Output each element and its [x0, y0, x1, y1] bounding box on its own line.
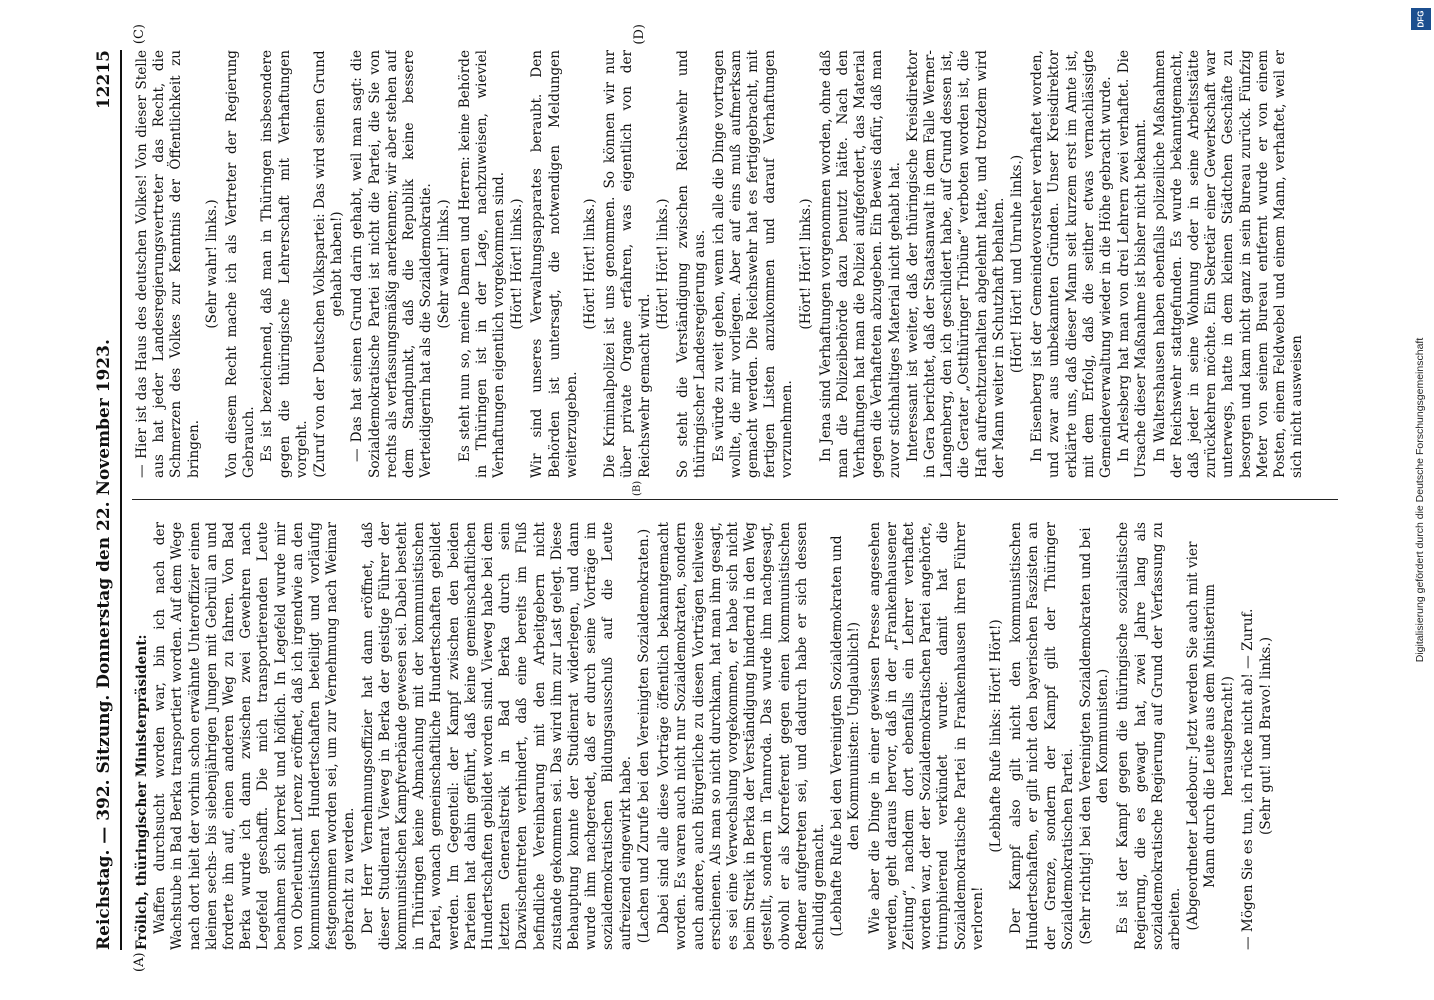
paragraph-text: (Hört! Hört! links.)	[654, 198, 671, 330]
paragraph	[656, 522, 828, 950]
paragraph	[818, 50, 904, 478]
paragraph	[349, 50, 435, 478]
paragraph-text: Es ist der Kampf gegen die thüringische sozialistische Regierung, die es gewagt hat, zwei Jahre lang als sozialdemokratische Regierung auf Grund der Verfassung zu arbeiten.	[1115, 522, 1183, 950]
paragraph	[675, 50, 709, 478]
paragraph-text: Waffen durchsucht worden war, bin ich nach der Wachstube in Bad Berka transportiert worden. Auf dem Wege nach dort hielt der vorhin schon erwähnte Unteroffizier einen kleinen sechs- bis siebenjährigen Jungen mit Gebrüll an und forderte ihn auf, einen anderen Weg zu fahren. Von Bad Berka wurde ich dann zwischen zwei Gewehren nach Legefeld geschafft. Die mich transportierenden Leute benahmen sich korrekt und höflich. In Legefeld wurde mir von Oberleutnant Lorenz eröffnet, daß ich irgendwie an den kommunistischen Hundertschaften beteiligt und vorläufig festgenommen worden sei, um zur Vernehmung nach Weimar gebracht zu werden.	[152, 522, 358, 950]
dfg-logo-text: DFG	[1416, 10, 1426, 28]
interjection	[655, 50, 672, 478]
interjection	[1009, 50, 1026, 478]
paragraph-text: — Hier ist das Haus des deutschen Volkes! Von dieser Stelle aus hat jeder Landesregierungsvertreter das Recht, die Schmerzen des Volkes zur Kenntnis der Öffentlichkeit zu bringen.	[134, 50, 202, 478]
interjection	[436, 50, 453, 478]
paragraph-text: (Hört! Hört! links.)	[797, 198, 814, 330]
paragraph	[360, 522, 635, 950]
paragraph-text: Von diesem Recht mache ich als Vertreter der Regierung Gebrauch.	[224, 50, 258, 478]
paragraph-text: Wir sind unseres Verwaltungsapparates beraubt. Den Behörden ist untersagt, die notwendigen Meldungen weiterzugeben.	[529, 50, 580, 478]
header-title: Reichstag. — 392. Sitzung. Donnerstag den 22. November 1923.	[94, 339, 114, 950]
paragraph-text: Interessant ist weiter, daß der thüringische Kreisdirektor in Gera berichtet, daß der Staatsanwalt in dem Falle Werner-Langenberg, den ich geschildert habe, auf Grund dessen ist, die Gerater „Ostthüringer Tribüne“ verboten worden ist, die Haft aufrechtzuerhalten abgelehnt hatte, und trotzdem wird der Mann weiter in Schutzhaft behalten.	[904, 50, 1007, 478]
paragraph	[259, 50, 311, 478]
paragraph-text: — Das hat seinen Grund darin gehabt, weil man sagt: die Sozialdemokratische Partei ist nicht die Partei, die Sie von rechts als verfassungsmäßig anerkennen; wir aber stehen auf dem Standpunkt, daß die Republik keine bessere Verteidigerin hat als die Sozialdemokratie.	[349, 50, 435, 478]
paragraph	[1116, 50, 1150, 478]
paragraph	[905, 50, 1008, 478]
paragraph-text: Die Kriminalpolizei ist uns genommen. So können wir nur über private Organe erfahren, was eigentlich von der Reichswehr gemacht wird.	[602, 50, 653, 478]
interjection	[312, 50, 346, 478]
paragraph-text: Es steht nun so, meine Damen und Herren: keine Behörde in Thüringen ist in der Lage, nachzuweisen, wieviel Verhaftungen eigentlich vorgekommen sind.	[456, 50, 508, 478]
paragraph	[602, 50, 654, 478]
margin-marker-d: (D)	[632, 24, 647, 45]
interjection	[988, 522, 1005, 950]
paragraph-text: (Abgeordneter Ledebour: Jetzt werden Sie auch mit vier Mann durch die Leute aus dem Ministerium herausgebracht!)	[1185, 541, 1236, 931]
paragraph	[1152, 50, 1307, 478]
paragraph-text: In Waltershausen haben ebenfalls polizeiliche Maßnahmen der Reichswehr stattgefunden. Es wurde bekanntgemacht, daß jeder in seine Wohnung oder in seine Arbeitsstätte zurückkehren möchte. Ein Sekretär einer Gewerkschaft war unterwegs, hatte in dem kleinen Städtchen Geschäfte zu besorgen und kam nicht ganz in sein Bureau zurück. Fünfzig Meter von seinem Bureau entfernt wurde er von einem Posten, einem Feldwebel und einem Mann, verhaftet, weil er sich nicht ausweisen	[1151, 50, 1306, 478]
digitization-note: Digitalisierung gefördert durch die Deutsche Forschungsgemeinschaft	[1414, 337, 1426, 663]
paragraph	[134, 522, 151, 950]
dfg-logo	[1411, 8, 1431, 30]
interjection	[1078, 522, 1112, 950]
paragraph-text: So steht die Verständigung zwischen Reichswehr und thüringischer Landesregierung aus.	[675, 50, 709, 478]
paragraph-text: (Lachen und Zurufe bei den Vereinigten Sozialdemokraten.)	[635, 528, 652, 944]
paragraph-text: (Hört! Hört! links.)	[582, 198, 599, 330]
paragraph	[457, 50, 509, 478]
paragraph	[711, 50, 797, 478]
paragraph-text: (Lebhafte Rufe bei den Vereinigten Sozialdemokraten und den Kommunisten: Unglaublich!)	[829, 535, 863, 937]
interjection	[636, 522, 653, 950]
interjection	[509, 50, 526, 478]
right-column	[134, 50, 1338, 478]
paragraph-text: In Eisenberg ist der Gemeindevorsteher verhaftet worden, und zwar aus unbekannten Gründen. Unser Kreisdirektor erklärte uns, daß dieser Mann seit kurzem erst im Amte ist, mit dem Erfolg, daß die seither etwas vernachlässigte Gemeindeverwaltung wieder in die Höhe gebracht wurde.	[1029, 50, 1114, 478]
column-divider	[132, 499, 1338, 500]
paragraph	[867, 522, 987, 950]
paragraph-text: Der Herr Vernehmungsoffizier hat dann eröffnet, daß dieser Studienrat Vieweg in Berka der geistige Führer der kommunistischen Kampfverbände gewesen sei. Dabei besteht in Thüringen keine Abmachung mit der kommunistischen Partei, wonach gemeinschaftliche Hundertschaften gebildet werden. Im Gegenteil: der Kampf zwischen den beiden Parteien hat dahin geführt, daß keine gemeinschaftlichen Hundertschaften gebildet worden sind. Vieweg habe bei dem letzten Generalstreik in Bad Berka durch sein Dazwischentreten verhindert, daß eine bereits im Fluß befindliche Vereinbarung mit den Arbeitgebern nicht zustande gekommen sei. Das wird ihm zur Last gelegt. Diese Behauptung konnte der Studienrat widerlegen, und dann wurde ihm nachgeredet, daß er durch seine Vorträge im sozialdemokratischen Bildungsausschuß auf die Leute aufreizend eingewirkt habe.	[359, 522, 634, 950]
margin-marker-c: (C)	[132, 24, 147, 45]
page-header	[90, 50, 122, 950]
paragraph-text: (Zuruf von der Deutschen Volkspartei: Das wird seinen Grund gehabt haben!)	[312, 50, 346, 478]
interjection	[204, 50, 221, 478]
paragraph-text: (Sehr richtig! bei den Vereinigten Sozialdemokraten und bei den Kommunisten.)	[1077, 527, 1112, 945]
paragraph-text: Es ist bezeichnend, daß man in Thüringen insbesondere gegen die thüringische Lehrerschaft mit Verhaftungen vorgeht.	[259, 50, 310, 478]
page-number: 12215	[94, 50, 114, 110]
paragraph-text: (Sehr wahr! links.)	[203, 199, 220, 329]
interjection	[798, 50, 815, 478]
paragraph	[1029, 50, 1115, 478]
paragraph-text: In Jena sind Verhaftungen vorgenommen worden, ohne daß man die Polizeibehörde dazu benutzt hätte. Nach den Verhaftungen hat man die Polizei aufgefordert, das Material gegen die Verhafteten abzugeben. Ein Beweis dafür, daß man zuvor stichhaltiges Material nicht gehabt hat.	[817, 50, 903, 478]
paragraph-text: (Hört! Hört! und Unruhe links.)	[1008, 154, 1025, 374]
speaker-name: Frölich, thüringischer Ministerpräsident:	[134, 634, 150, 950]
paragraph-text: (Sehr wahr! links.)	[436, 199, 453, 329]
paragraph	[134, 50, 203, 478]
interjection	[582, 50, 599, 478]
side-note	[1408, 5, 1432, 995]
paragraph	[1115, 522, 1184, 950]
rotated-document-page	[72, 24, 1362, 972]
margin-marker-a: (A)	[132, 952, 147, 972]
paragraph-text: Der Kampf also gilt nicht den kommunistischen Hundertschaften, er gilt nicht den bayerischen Faszisten an der Grenze, sondern der Kampf gilt der Thüringer Sozialdemokratischen Partei.	[1008, 522, 1076, 950]
paragraph	[1240, 522, 1257, 950]
margin-marker-b: (B)	[632, 480, 643, 496]
paragraph-text: (Hört! Hört! links.)	[509, 198, 526, 330]
paragraph-text: — Mögen Sie es tun, ich rücke nicht ab! — Zuruf.	[1239, 608, 1256, 950]
paragraph	[152, 522, 358, 950]
paragraph-text: (Lebhafte Rufe links: Hört! Hört!)	[987, 619, 1004, 853]
paragraph	[224, 50, 258, 478]
interjection	[829, 522, 863, 950]
interjection	[1258, 522, 1275, 950]
paragraph-text: Es würde zu weit gehen, wenn ich alle die Dinge vortragen wollte, die mir vorliegen. Aber auf eins muß aufmerksam gemacht werden. Die Reichswehr hat es fertiggebracht, mit fertigen Listen anzukommen und darauf Verhaftungen vorzunehmen.	[710, 50, 796, 478]
interjection	[1185, 522, 1237, 950]
paragraph-text: (Sehr gut! und Bravo! links.)	[1258, 637, 1274, 835]
paragraph-text: Wie aber die Dinge in einer gewissen Presse angesehen werden, geht daraus hervor, daß in der „Frankenhausener Zeitung“, nachdem dort ebenfalls ein Lehrer verhaftet worden war, der der Sozialdemokratischen Partei angehörte, triumphierend verkündet wurde: damit hat die Sozialdemokratische Partei in Frankenhausen ihren Führer verloren!	[866, 522, 986, 950]
paragraph-text: In Arlesberg hat man von drei Lehrern zwei verhaftet. Die Ursache dieser Maßnahme ist bisher nicht bekannt.	[1116, 50, 1150, 478]
paragraph	[1008, 522, 1077, 950]
paragraph-text: Dabei sind alle diese Vorträge öffentlich bekanntgemacht worden. Es waren auch nicht nur Sozialdemokraten, sondern auch andere, auch Bürgerliche zu diesen Vorträgen teilweise erschienen. Als man so nicht durchkam, hat man ihm gesagt, es sei eine Verwechslung vorgekommen, er habe sich nicht beim Streik in Berka der Verständigung hindernd in den Weg gestellt, sondern in Tannroda. Das wurde ihm nachgesagt, obwohl er als Korreferent gegen einen kommunistischen Redner aufgetreten sei, und dadurch habe er sich dessen schuldig gemacht.	[656, 522, 827, 950]
left-column	[134, 522, 1338, 950]
paragraph	[529, 50, 581, 478]
